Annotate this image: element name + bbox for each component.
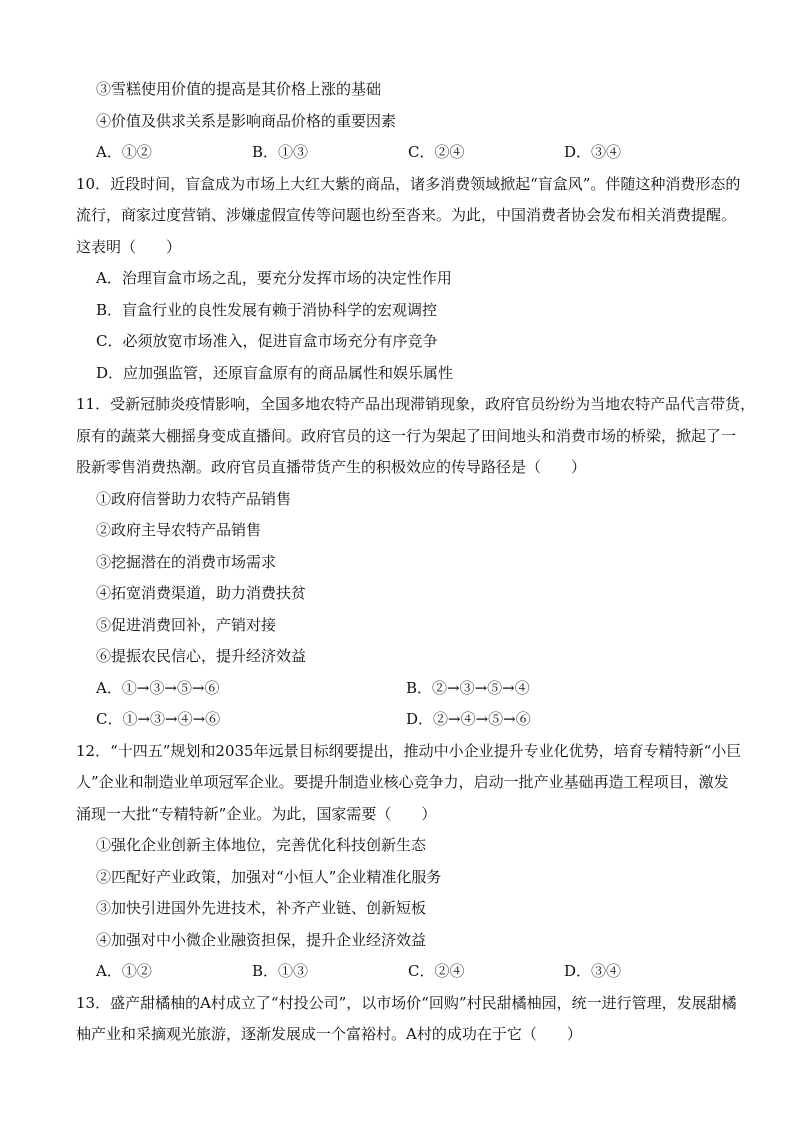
q10-option-b: B．盲盒行业的良性发展有赖于消协科学的宏观调控: [96, 300, 438, 319]
q12-option-d: D．③④: [564, 962, 622, 980]
q10-stem-line-3: 这表明（ ）: [76, 237, 182, 256]
q12-statement-2: ②匹配好产业政策，加强对“小恒人”企业精准化服务: [96, 867, 442, 886]
q12-option-a: A．①②: [96, 962, 152, 980]
q10-stem-line-2: 流行，商家过度营销、涉嫌虚假宣传等问题也纷至沓来。为此，中国消费者协会发布相关消费提醒。: [76, 206, 737, 224]
q12-options: [76, 956, 726, 988]
q10-option-d: D．应加强监管，还原盲盒原有的商品属性和娱乐属性: [96, 363, 454, 382]
q9-statement-3: ③雪糕使用价值的提高是其价格上涨的基础: [96, 80, 382, 98]
q9-options: [76, 137, 726, 169]
q11-statement-6: ⑥提振农民信心，提升经济效益: [96, 647, 307, 665]
q9-option-c: C．②④: [408, 143, 465, 161]
q11-statement-4: ④拓宽消费渠道，助力消费扶贫: [96, 584, 307, 602]
q11-statement-1: ①政府信誉助力农特产品销售: [96, 489, 292, 508]
q11-stem-line-1: 11．受新冠肺炎疫情影响，全国多地农特产品出现滞销现象，政府官员纷纷为当地农特产品代言带货，: [76, 395, 756, 413]
q9-option-b: B．①③: [252, 143, 309, 161]
q9-option-d: D．③④: [564, 143, 622, 161]
q12-statement-3: ③加快引进国外先进技术，补齐产业链、创新短板: [96, 899, 427, 917]
q12-stem-line-2: 人”企业和制造业单项冠军企业。要提升制造业核心竞争力，启动一批产业基础再造工程项目，激发: [76, 773, 729, 791]
q11-options-row-1: [76, 673, 726, 705]
q10-option-a: A．治理盲盒市场之乱，要充分发挥市场的决定性作用: [96, 269, 452, 287]
q13-stem-line-2: 柚产业和采摘观光旅游，逐渐发展成一个富裕村。A村的成功在于它（ ）: [76, 1025, 582, 1043]
q11-option-b: B．②→③→⑤→④: [406, 678, 530, 697]
q10-stem-line-1: 10．近段时间，盲盒成为市场上大红大紫的商品，诸多消费领域掀起“盲盒风”。伴随这种消费形态的: [76, 174, 741, 193]
q11-stem-line-3: 股新零售消费热潮。政府官员直播带货产生的积极效应的传导路径是（ ）: [76, 458, 587, 476]
q13-stem-line-1: 13．盛产甜橘柚的A村成立了“村投公司”，以市场价“回购”村民甜橘柚园，统一进行管理，发展甜橘: [76, 993, 737, 1012]
q11-option-a: A．①→③→⑤→⑥: [96, 678, 220, 697]
q12-stem-line-1: 12．“十四五”规划和2035年远景目标纲要提出，推动中小企业提升专业化优势，培育专精特新“小巨: [76, 741, 742, 760]
q11-statement-5: ⑤促进消费回补，产销对接: [96, 615, 277, 634]
q10-option-c: C．必须放宽市场准入，促进盲盒市场充分有序竞争: [96, 332, 438, 350]
q11-option-d: D．②→④→⑤→⑥: [406, 710, 531, 728]
q12-stem-line-3: 涌现一大批“专精特新”企业。为此，国家需要（ ）: [76, 804, 437, 823]
page-content: [76, 74, 756, 1051]
q11-statement-2: ②政府主导农特产品销售: [96, 521, 262, 539]
q12-statement-1: ①强化企业创新主体地位，完善优化科技创新生态: [96, 836, 427, 854]
q11-option-c: C．①→③→④→⑥: [96, 710, 221, 728]
q12-option-c: C．②④: [408, 962, 465, 980]
q11-stem-line-2: 原有的蔬菜大棚摇身变成直播间。政府官员的这一行为架起了田间地头和消费市场的桥梁，掀起了一: [76, 426, 737, 445]
q9-statement-4: ④价值及供求关系是影响商品价格的重要因素: [96, 111, 397, 130]
q11-statement-3: ③挖掘潜在的消费市场需求: [96, 552, 277, 571]
q12-statement-4: ④加强对中小微企业融资担保，提升企业经济效益: [96, 930, 427, 949]
q11-options-row-2: [76, 704, 726, 736]
q12-option-b: B．①③: [252, 962, 309, 980]
q9-option-a: A．①②: [96, 143, 152, 161]
